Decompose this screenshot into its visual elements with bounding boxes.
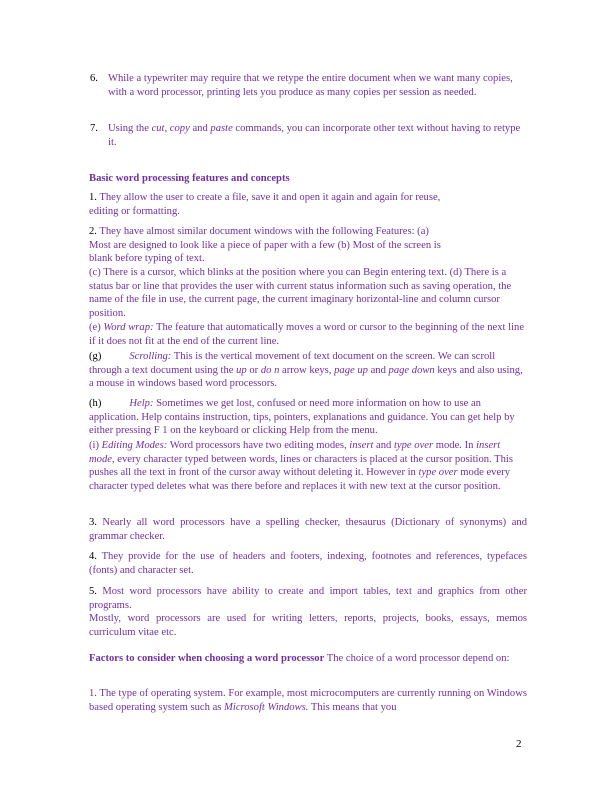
- paragraph-number: 3.: [89, 517, 97, 528]
- paragraph-2c: (c) There is a cursor, which blinks at the position where you can Begin entering text. (d) There is a status bar or line that provides the user with current status information such as saving operation, the name of the file in use, the current page, the current imaginary horizontal-line and column cursor position.: [89, 267, 512, 319]
- paragraph-5: [89, 585, 527, 612]
- list-text: commands, you can incorporate other text without having to retype it.: [108, 123, 521, 148]
- list-text: Using the: [108, 123, 152, 134]
- paragraph-number: 2.: [89, 226, 97, 237]
- emphasis: page up: [334, 364, 368, 376]
- heading-basic-features: Basic word processing features and concepts: [89, 173, 290, 184]
- paragraph-text: This is the vertical movement of text document on the screen. We can scroll through a text document using the: [89, 351, 496, 376]
- paragraph-text: , every character typed between words, lines or characters is placed at the cursor position. This pushes all the text in front of the cursor away without deleting it. However in: [89, 453, 513, 479]
- item-label: (i): [89, 440, 102, 451]
- paragraph-2g: [89, 350, 527, 391]
- emphasis: Editing Modes:: [101, 440, 168, 451]
- item-label: (h): [89, 398, 102, 409]
- paragraph-text: They have almost similar document windows with the following Features: (a) Most are designed to look like a piece of paper with a few (b) Most of the screen is blank before typing of text.: [89, 226, 441, 265]
- paragraph-number: 5.: [89, 586, 97, 597]
- list-number: 6.: [90, 73, 98, 84]
- paragraph-text: and: [373, 440, 394, 451]
- paragraph-text: The choice of a word processor depend on:: [324, 653, 510, 664]
- paragraph-text: This means that you: [308, 701, 397, 713]
- list-text: and: [189, 123, 211, 134]
- paragraph-text: Sometimes we get lost, confused or need more information on how to use an application. Help contains instruction, tips, pointers, explanations and guidance. You can get help by either pressing F 1 on the keyboard or clicking Help from the menu.: [89, 398, 515, 437]
- emphasis: Help:: [129, 398, 154, 409]
- emphasis: paste: [210, 123, 233, 134]
- emphasis: do n: [260, 364, 280, 376]
- paragraph-text: They allow the user to create a file, save it and open it again and again for reuse, editing or formatting.: [89, 192, 441, 217]
- paragraph-3: [89, 516, 527, 543]
- paragraph-factor-1: [89, 687, 527, 714]
- item-label: (g): [89, 351, 102, 362]
- paragraph-5b: Mostly, word processors are used for writing letters, reports, projects, books, essays, memos curriculum vitae etc.: [89, 613, 527, 638]
- emphasis: insert mode: [89, 440, 501, 465]
- paragraph-text: Word processors have two editing modes,: [167, 440, 350, 451]
- emphasis: cut, copy: [151, 123, 190, 134]
- paragraph-2: [89, 225, 445, 266]
- factors-heading: Factors to consider when choosing a word processor: [89, 653, 325, 664]
- paragraph-text: and: [367, 364, 389, 376]
- paragraph-text: keys and also using, a mouse in windows based word processors.: [89, 364, 523, 390]
- item-label: (e): [89, 322, 104, 333]
- page-number: 2: [516, 738, 522, 750]
- paragraph-text: arrow keys,: [279, 364, 335, 376]
- paragraph-1: [89, 191, 459, 218]
- paragraph-text: or: [246, 364, 261, 376]
- emphasis: insert: [349, 440, 374, 451]
- emphasis: up: [236, 364, 247, 376]
- paragraph-number: 1.: [89, 192, 97, 203]
- paragraph-text: 1. The type of operating system. For example, most microcomputers are currently running on Windows based operating system such as: [89, 688, 527, 713]
- emphasis: type over: [418, 467, 458, 479]
- emphasis: type over: [393, 440, 434, 451]
- paragraph-text: mode every character typed deletes what was there before and replaces it with new text at the cursor position.: [89, 467, 510, 492]
- paragraph-number: 4.: [89, 551, 97, 562]
- list-text: While a typewriter may require that we retype the entire document when we want many copies, with a word processor, printing lets you produce as many copies per session as needed.: [108, 73, 513, 98]
- paragraph-2i: [89, 439, 527, 493]
- paragraph-2h: [89, 397, 527, 438]
- paragraph-text: Nearly all word processors have a spelling checker, thesaurus (Dictionary of synonyms) and grammar checker.: [89, 517, 527, 542]
- paragraph-text: Most word processors have ability to create and import tables, text and graphics from other programs.: [89, 586, 527, 611]
- emphasis: Scrolling:: [129, 351, 172, 362]
- paragraph-4: [89, 550, 527, 577]
- emphasis: Word wrap:: [103, 322, 154, 333]
- list-item-7: [90, 122, 528, 149]
- emphasis: page down: [388, 364, 435, 376]
- paragraph-text: mode. In: [433, 440, 477, 451]
- list-number: 7.: [90, 123, 98, 134]
- paragraph-text: The feature that automatically moves a word or cursor to the beginning of the next line if it does not fit at the end of the current line.: [89, 322, 525, 347]
- paragraph-text: They provide for the use of headers and footers, indexing, footnotes and references, typefaces (fonts) and character set.: [89, 551, 527, 576]
- paragraph-2e: [89, 321, 527, 348]
- emphasis: Microsoft Windows.: [224, 701, 309, 713]
- paragraph-factors: [89, 649, 527, 668]
- list-item-6: [90, 72, 528, 99]
